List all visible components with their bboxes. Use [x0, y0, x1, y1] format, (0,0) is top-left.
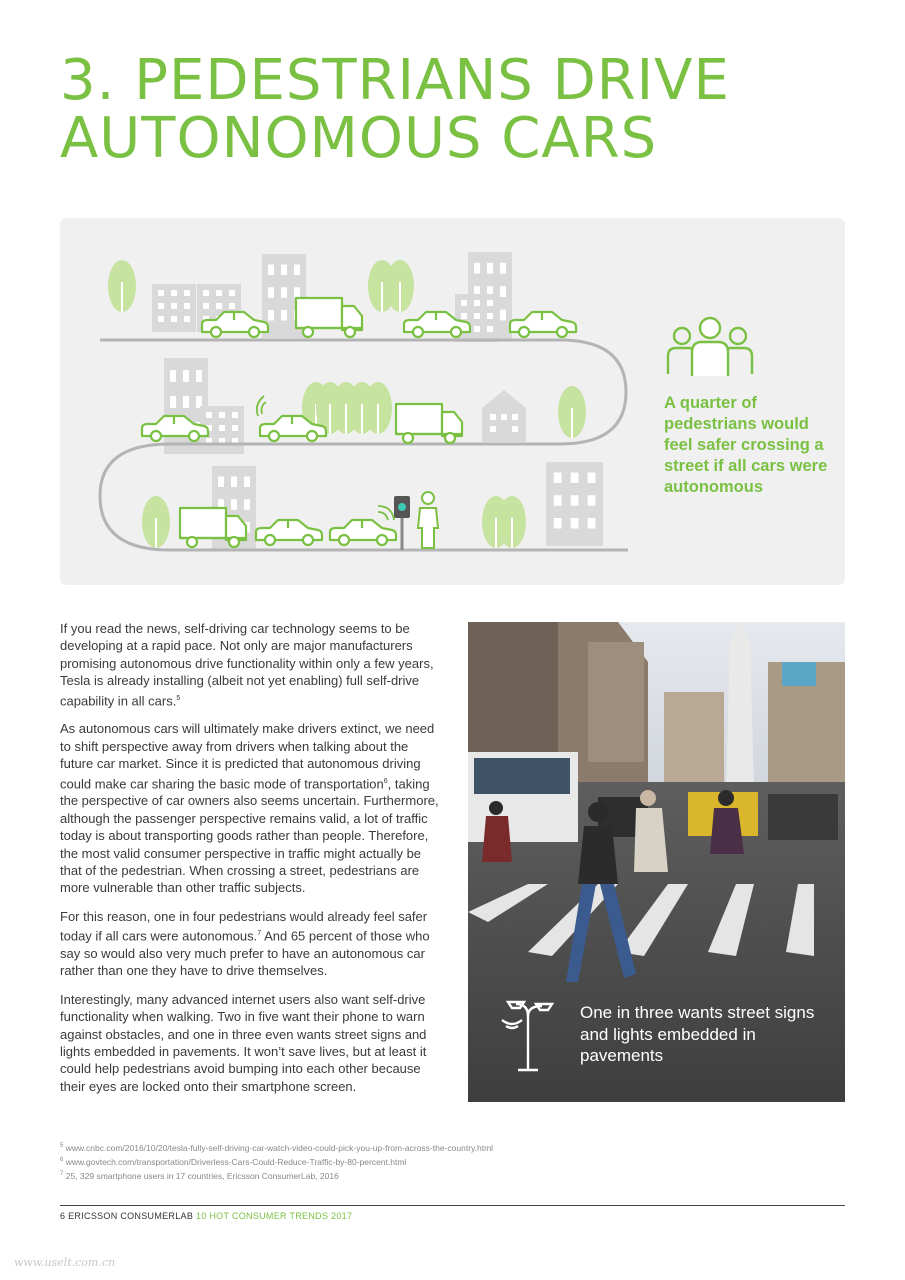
- paragraph-3-text-b: And 65 percent of those who say so would also very much prefer to have an autonomous car rather than one they have to drive themselves.: [60, 928, 430, 979]
- truck-icon: [296, 298, 362, 337]
- paragraph-1-text: If you read the news, self-driving car technology seems to be developing at a rapid pace. Not only are major manufacturers promising autonomous drive functionality within only a few years, Tesla is already installing (albeit not yet enabling) full self-drive capability in all cars.: [60, 621, 434, 708]
- paragraph-1: [60, 620, 440, 709]
- paragraph-3-text-a: For this reason, one in four pedestrians would already feel safer today if all cars were autonomous.: [60, 908, 428, 944]
- footnote-5-number: 5: [60, 1143, 64, 1149]
- page-number: 6: [60, 1211, 66, 1221]
- footnote-5-text: www.cnbc.com/2016/10/20/tesla-fully-self-driving-car-watch-video-could-pick-you-up-from-across-the-country.html: [65, 1142, 494, 1153]
- traffic-light-icon: [394, 496, 410, 550]
- page-title: [60, 48, 730, 171]
- title-line-2: AUTONOMOUS CARS: [60, 106, 658, 171]
- paragraph-4: Interestingly, many advanced internet users also want self-drive functionality when walking. Two in five want their phone to warn against obstacles, and one in three even wants street signs and lights embedded in pavements. It won’t save lives, but at least it could help pedestrians avoid bumping into each other because their eyes are locked onto their smartphone screen.: [60, 991, 427, 1094]
- footnote-ref-7: 7: [257, 930, 262, 938]
- paragraph-2-text-b: , taking the perspective of car owners also seems uncertain. Furthermore, although the passenger perspective remains valid, a lot of traffic today is about transporting goods rather than people. Therefore, the most valid consumer perspective in traffic might actually be that of the pedestrian. When crossing a street, pedestrians are more vulnerable than other traffic subjects.: [60, 775, 439, 896]
- page-footer: [60, 1211, 352, 1221]
- report-title: 10 HOT CONSUMER TRENDS 2017: [195, 1211, 353, 1221]
- paragraph-3: [60, 908, 440, 980]
- title-line-1: 3. PEDESTRIANS DRIVE: [60, 48, 730, 113]
- street-crossing-photo: [468, 622, 845, 1102]
- footnotes: [60, 1140, 840, 1181]
- footnote-7: [60, 1168, 840, 1182]
- footnote-6-text: www.govtech.com/transportation/Driverless-Cars-Could-Reduce-Traffic-by-80-percent.html: [65, 1156, 407, 1167]
- footnote-ref-5: 5: [176, 694, 181, 702]
- article-body: [60, 620, 440, 1106]
- publisher-name: ERICSSON CONSUMERLAB: [68, 1211, 194, 1221]
- footer-rule: [60, 1205, 845, 1206]
- watermark: www.uselt.com.cn: [14, 1256, 116, 1269]
- streetlight-icon: [496, 996, 560, 1076]
- people-group-icon: [664, 316, 756, 380]
- pedestrian-icon: [418, 492, 438, 548]
- footnote-6: [60, 1154, 840, 1168]
- photo-caption: One in three wants street signs and lights embedded in pavements: [580, 1003, 815, 1065]
- footnote-5: [60, 1140, 840, 1154]
- connected-car-icon-2: [330, 506, 396, 545]
- footnote-7-text: 25, 329 smartphone users in 17 countries, Ericsson ConsumerLab, 2016: [65, 1170, 339, 1181]
- footnote-7-number: 7: [60, 1170, 64, 1177]
- paragraph-2-text-a: As autonomous cars will ultimately make drivers extinct, we need to shift perspective away from drivers when talking about the future car market. Since it is predicted that autonomous driving could make car sharing the basic mode of transportation: [60, 721, 435, 791]
- house-icon: [482, 390, 526, 442]
- footnote-6-number: 6: [60, 1156, 64, 1163]
- footnote-ref-6: 6: [383, 777, 388, 785]
- stat-quarter-pedestrians: A quarter of pedestrians would feel safer crossing a street if all cars were autonomous: [664, 394, 828, 496]
- paragraph-2: [60, 720, 440, 896]
